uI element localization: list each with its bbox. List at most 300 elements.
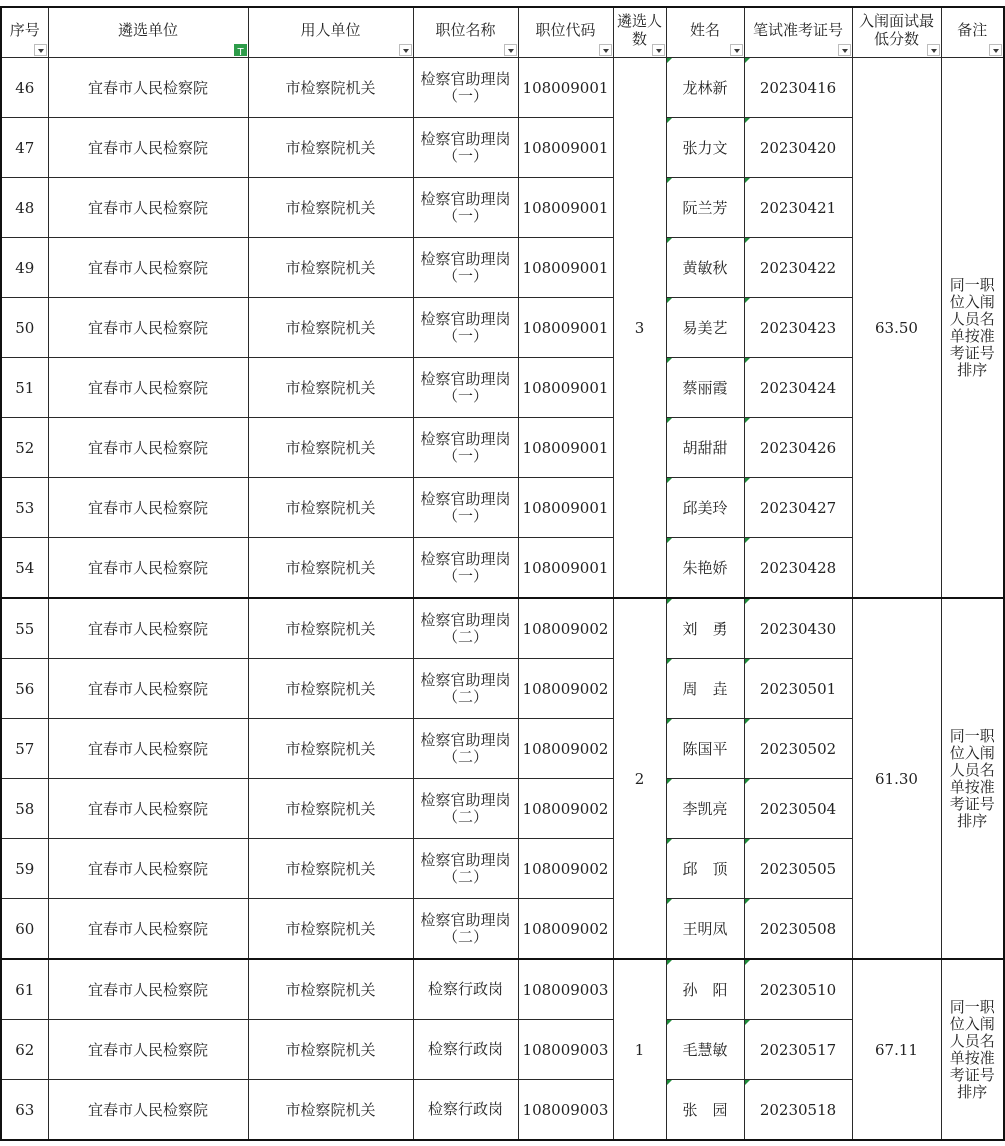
cell-unit-text: 宜春市人民检察院 xyxy=(87,1041,208,1059)
cell-note-text: 同一职位入闱人员名单按准考证号排序 xyxy=(949,275,995,379)
cell-seq-text: 62 xyxy=(15,1040,35,1059)
cell-employer-text: 市检察院机关 xyxy=(285,499,376,517)
cell-code-text: 108009002 xyxy=(522,859,609,878)
cell-name-text: 黄敏秋 xyxy=(682,259,728,277)
filter-dropdown-icon[interactable] xyxy=(989,44,1002,56)
cell-seq xyxy=(1,178,48,238)
cell-seq-text: 47 xyxy=(15,138,35,157)
filter-active-icon[interactable] xyxy=(234,44,247,56)
cell-seq xyxy=(1,899,48,960)
cell-name xyxy=(666,659,744,719)
cell-exam-no xyxy=(744,418,852,478)
cell-unit xyxy=(48,659,248,719)
cell-comment-marker-icon xyxy=(667,178,672,183)
cell-position xyxy=(413,298,518,358)
cell-exam-no xyxy=(744,358,852,418)
cell-min-score-text: 63.50 xyxy=(875,318,918,337)
cell-code-text: 108009001 xyxy=(522,258,609,277)
cell-seq-text: 56 xyxy=(15,679,35,698)
cell-exam-no-text: 20230422 xyxy=(759,258,837,277)
cell-code xyxy=(518,298,613,358)
cell-unit xyxy=(48,118,248,178)
cell-unit-text: 宜春市人民检察院 xyxy=(87,1101,208,1119)
cell-employer-text: 市检察院机关 xyxy=(285,319,376,337)
cell-unit-text: 宜春市人民检察院 xyxy=(87,680,208,698)
column-header-name xyxy=(666,7,744,58)
cell-employer-text: 市检察院机关 xyxy=(285,920,376,938)
cell-name xyxy=(666,118,744,178)
cell-exam-no-text: 20230517 xyxy=(759,1040,837,1059)
cell-name xyxy=(666,1080,744,1141)
cell-exam-no-text: 20230504 xyxy=(759,799,837,818)
cell-unit-text: 宜春市人民检察院 xyxy=(87,199,208,217)
cell-unit-text: 宜春市人民检察院 xyxy=(87,259,208,277)
column-header-code xyxy=(518,7,613,58)
cell-seq-text: 60 xyxy=(15,919,35,938)
cell-name-text: 张力文 xyxy=(682,139,728,157)
cell-name-text: 阮兰芳 xyxy=(682,199,728,217)
cell-comment-marker-icon xyxy=(667,478,672,483)
cell-position-text: 检察官助理岗（二） xyxy=(420,670,511,706)
cell-comment-marker-icon xyxy=(667,719,672,724)
cell-unit xyxy=(48,779,248,839)
cell-code-text: 108009002 xyxy=(522,919,609,938)
cell-employer xyxy=(248,779,413,839)
cell-comment-marker-icon xyxy=(667,960,672,965)
cell-exam-no xyxy=(744,238,852,298)
cell-code-text: 108009003 xyxy=(522,1100,609,1119)
cell-seq-text: 57 xyxy=(15,739,35,758)
cell-comment-marker-icon xyxy=(667,58,672,63)
cell-name xyxy=(666,298,744,358)
cell-exam-no-text: 20230502 xyxy=(759,739,837,758)
cell-name xyxy=(666,538,744,599)
cell-code-text: 108009001 xyxy=(522,198,609,217)
cell-exam-no-text: 20230424 xyxy=(759,378,837,397)
cell-employer-text: 市检察院机关 xyxy=(285,1041,376,1059)
cell-note-text: 同一职位入闱人员名单按准考证号排序 xyxy=(949,997,995,1101)
results-table xyxy=(0,6,1005,1141)
cell-code-text: 108009002 xyxy=(522,739,609,758)
cell-min-score-text: 67.11 xyxy=(875,1040,918,1059)
cell-exam-no xyxy=(744,839,852,899)
cell-unit-text: 宜春市人民检察院 xyxy=(87,499,208,517)
cell-position-text: 检察官助理岗（一） xyxy=(420,69,511,105)
cell-comment-marker-icon xyxy=(745,659,750,664)
cell-employer xyxy=(248,1020,413,1080)
cell-exam-no-text: 20230427 xyxy=(759,498,837,517)
cell-name xyxy=(666,178,744,238)
cell-position xyxy=(413,178,518,238)
cell-code xyxy=(518,58,613,118)
table-row xyxy=(1,959,1004,1020)
cell-name xyxy=(666,598,744,659)
cell-seq-text: 58 xyxy=(15,799,35,818)
cell-position-text: 检察官助理岗（一） xyxy=(420,309,511,345)
cell-unit-text: 宜春市人民检察院 xyxy=(87,860,208,878)
cell-comment-marker-icon xyxy=(745,839,750,844)
filter-dropdown-icon[interactable] xyxy=(399,44,412,56)
cell-exam-no xyxy=(744,598,852,659)
cell-code-text: 108009002 xyxy=(522,679,609,698)
cell-count xyxy=(613,959,666,1140)
cell-employer xyxy=(248,358,413,418)
cell-code xyxy=(518,839,613,899)
cell-comment-marker-icon xyxy=(745,779,750,784)
cell-exam-no-text: 20230420 xyxy=(759,138,837,157)
cell-position xyxy=(413,839,518,899)
cell-name-text: 邱美玲 xyxy=(682,499,728,517)
cell-name-text: 张 园 xyxy=(682,1101,728,1119)
column-header-label: 备注 xyxy=(957,20,988,39)
cell-employer-text: 市检察院机关 xyxy=(285,620,376,638)
cell-position xyxy=(413,779,518,839)
cell-exam-no-text: 20230428 xyxy=(759,558,837,577)
cell-seq-text: 48 xyxy=(15,198,35,217)
column-header-employer xyxy=(248,7,413,58)
cell-comment-marker-icon xyxy=(667,599,672,604)
cell-name xyxy=(666,478,744,538)
cell-comment-marker-icon xyxy=(745,418,750,423)
filter-dropdown-icon[interactable] xyxy=(34,44,47,56)
cell-position-text: 检察官助理岗（二） xyxy=(420,610,511,646)
column-header-note xyxy=(941,7,1004,58)
cell-unit xyxy=(48,538,248,599)
cell-code-text: 108009003 xyxy=(522,980,609,999)
cell-min-score-text: 61.30 xyxy=(875,769,918,788)
cell-exam-no xyxy=(744,298,852,358)
table-row xyxy=(1,598,1004,659)
column-header-label: 用人单位 xyxy=(300,20,361,39)
cell-note-text: 同一职位入闱人员名单按准考证号排序 xyxy=(949,726,995,830)
cell-unit-text: 宜春市人民检察院 xyxy=(87,559,208,577)
cell-name xyxy=(666,779,744,839)
cell-unit xyxy=(48,899,248,960)
filter-dropdown-icon[interactable] xyxy=(599,44,612,56)
cell-comment-marker-icon xyxy=(667,659,672,664)
cell-comment-marker-icon xyxy=(667,418,672,423)
cell-position xyxy=(413,959,518,1020)
cell-unit-text: 宜春市人民检察院 xyxy=(87,920,208,938)
cell-seq xyxy=(1,358,48,418)
cell-code-text: 108009001 xyxy=(522,78,609,97)
cell-employer xyxy=(248,899,413,960)
column-header-label: 入闱面试最低分数 xyxy=(858,11,934,48)
cell-name-text: 李凯亮 xyxy=(682,800,728,818)
cell-comment-marker-icon xyxy=(745,358,750,363)
cell-code xyxy=(518,959,613,1020)
cell-exam-no-text: 20230426 xyxy=(759,438,837,457)
cell-employer xyxy=(248,598,413,659)
cell-employer xyxy=(248,659,413,719)
cell-seq xyxy=(1,118,48,178)
cell-note xyxy=(941,598,1004,959)
cell-unit-text: 宜春市人民检察院 xyxy=(87,800,208,818)
cell-code xyxy=(518,779,613,839)
cell-seq-text: 63 xyxy=(15,1100,35,1119)
cell-code-text: 108009001 xyxy=(522,378,609,397)
cell-exam-no-text: 20230430 xyxy=(759,619,837,638)
cell-seq xyxy=(1,779,48,839)
cell-employer xyxy=(248,58,413,118)
filter-dropdown-icon[interactable] xyxy=(838,44,851,56)
cell-unit xyxy=(48,418,248,478)
cell-code xyxy=(518,478,613,538)
cell-exam-no xyxy=(744,1080,852,1141)
cell-comment-marker-icon xyxy=(745,1020,750,1025)
cell-employer-text: 市检察院机关 xyxy=(285,981,376,999)
cell-name-text: 周 垚 xyxy=(682,680,728,698)
cell-seq-text: 49 xyxy=(15,258,35,277)
cell-employer-text: 市检察院机关 xyxy=(285,559,376,577)
column-header-label: 遴选单位 xyxy=(117,20,178,39)
cell-seq xyxy=(1,839,48,899)
cell-comment-marker-icon xyxy=(667,1080,672,1085)
column-header-min_score xyxy=(852,7,941,58)
cell-comment-marker-icon xyxy=(745,238,750,243)
cell-comment-marker-icon xyxy=(745,118,750,123)
cell-unit xyxy=(48,719,248,779)
cell-comment-marker-icon xyxy=(745,960,750,965)
cell-code-text: 108009002 xyxy=(522,619,609,638)
cell-unit-text: 宜春市人民检察院 xyxy=(87,379,208,397)
cell-seq xyxy=(1,58,48,118)
cell-employer xyxy=(248,238,413,298)
cell-comment-marker-icon xyxy=(745,538,750,543)
cell-seq-text: 51 xyxy=(15,378,35,397)
cell-employer-text: 市检察院机关 xyxy=(285,139,376,157)
cell-exam-no-text: 20230510 xyxy=(759,980,837,999)
filter-dropdown-icon[interactable] xyxy=(504,44,517,56)
cell-exam-no xyxy=(744,58,852,118)
cell-position-text: 检察官助理岗（一） xyxy=(420,549,511,585)
cell-unit xyxy=(48,238,248,298)
header-row xyxy=(1,7,1004,58)
cell-comment-marker-icon xyxy=(745,719,750,724)
cell-unit-text: 宜春市人民检察院 xyxy=(87,79,208,97)
cell-position xyxy=(413,58,518,118)
cell-seq xyxy=(1,238,48,298)
column-header-seq xyxy=(1,7,48,58)
cell-position xyxy=(413,1080,518,1141)
cell-employer xyxy=(248,719,413,779)
cell-position xyxy=(413,1020,518,1080)
column-header-position xyxy=(413,7,518,58)
cell-unit-text: 宜春市人民检察院 xyxy=(87,439,208,457)
cell-note xyxy=(941,58,1004,599)
column-header-label: 姓名 xyxy=(689,20,720,39)
column-header-label: 笔试准考证号 xyxy=(752,20,843,39)
cell-min-score xyxy=(852,58,941,599)
cell-seq-text: 61 xyxy=(15,980,35,999)
column-header-label: 职位名称 xyxy=(435,20,496,39)
cell-name-text: 陈国平 xyxy=(682,740,728,758)
cell-position xyxy=(413,478,518,538)
cell-employer-text: 市检察院机关 xyxy=(285,1101,376,1119)
cell-position-text: 检察行政岗 xyxy=(427,1100,503,1118)
cell-unit xyxy=(48,298,248,358)
cell-employer-text: 市检察院机关 xyxy=(285,860,376,878)
cell-position xyxy=(413,538,518,599)
column-header-count xyxy=(613,7,666,58)
filter-dropdown-icon[interactable] xyxy=(730,44,743,56)
filter-dropdown-icon[interactable] xyxy=(652,44,665,56)
cell-employer xyxy=(248,298,413,358)
cell-count-text: 2 xyxy=(634,769,645,788)
table-row xyxy=(1,58,1004,118)
cell-exam-no xyxy=(744,899,852,960)
cell-unit xyxy=(48,839,248,899)
cell-exam-no xyxy=(744,478,852,538)
cell-comment-marker-icon xyxy=(667,118,672,123)
cell-code-text: 108009001 xyxy=(522,438,609,457)
cell-position-text: 检察官助理岗（一） xyxy=(420,369,511,405)
cell-count-text: 3 xyxy=(634,318,645,337)
cell-exam-no xyxy=(744,959,852,1020)
cell-position-text: 检察官助理岗（一） xyxy=(420,189,511,225)
cell-comment-marker-icon xyxy=(667,298,672,303)
cell-employer-text: 市检察院机关 xyxy=(285,680,376,698)
cell-exam-no-text: 20230416 xyxy=(759,78,837,97)
column-header-label: 序号 xyxy=(9,20,40,39)
cell-employer-text: 市检察院机关 xyxy=(285,199,376,217)
table-header xyxy=(1,7,1004,58)
cell-position xyxy=(413,899,518,960)
cell-name-text: 王明凤 xyxy=(682,920,728,938)
cell-code xyxy=(518,719,613,779)
cell-employer-text: 市检察院机关 xyxy=(285,259,376,277)
cell-employer xyxy=(248,959,413,1020)
cell-comment-marker-icon xyxy=(745,899,750,904)
cell-exam-no-text: 20230505 xyxy=(759,859,837,878)
cell-code xyxy=(518,1080,613,1141)
cell-unit-text: 宜春市人民检察院 xyxy=(87,139,208,157)
cell-comment-marker-icon xyxy=(745,599,750,604)
cell-comment-marker-icon xyxy=(745,478,750,483)
cell-exam-no xyxy=(744,178,852,238)
cell-comment-marker-icon xyxy=(667,238,672,243)
cell-exam-no-text: 20230501 xyxy=(759,679,837,698)
cell-name-text: 易美艺 xyxy=(682,319,728,337)
cell-name xyxy=(666,58,744,118)
cell-code xyxy=(518,358,613,418)
cell-position-text: 检察官助理岗（二） xyxy=(420,790,511,826)
cell-seq-text: 53 xyxy=(15,498,35,517)
cell-seq xyxy=(1,719,48,779)
cell-position-text: 检察官助理岗（二） xyxy=(420,730,511,766)
cell-comment-marker-icon xyxy=(745,1080,750,1085)
cell-min-score xyxy=(852,598,941,959)
cell-comment-marker-icon xyxy=(667,358,672,363)
cell-unit xyxy=(48,478,248,538)
cell-employer xyxy=(248,178,413,238)
cell-exam-no xyxy=(744,779,852,839)
cell-code xyxy=(518,118,613,178)
cell-comment-marker-icon xyxy=(667,538,672,543)
cell-unit xyxy=(48,959,248,1020)
cell-note xyxy=(941,959,1004,1140)
cell-employer xyxy=(248,1080,413,1141)
cell-seq-text: 52 xyxy=(15,438,35,457)
cell-unit xyxy=(48,1020,248,1080)
cell-employer xyxy=(248,418,413,478)
cell-position-text: 检察官助理岗（二） xyxy=(420,850,511,886)
cell-unit xyxy=(48,1080,248,1141)
cell-name xyxy=(666,238,744,298)
column-header-unit xyxy=(48,7,248,58)
cell-seq xyxy=(1,959,48,1020)
cell-position xyxy=(413,418,518,478)
cell-seq xyxy=(1,478,48,538)
cell-unit xyxy=(48,358,248,418)
cell-code-text: 108009001 xyxy=(522,558,609,577)
cell-comment-marker-icon xyxy=(745,178,750,183)
cell-unit xyxy=(48,58,248,118)
cell-position-text: 检察官助理岗（二） xyxy=(420,910,511,946)
cell-name-text: 蔡丽霞 xyxy=(682,379,728,397)
cell-seq xyxy=(1,659,48,719)
cell-name xyxy=(666,899,744,960)
cell-name xyxy=(666,959,744,1020)
cell-exam-no-text: 20230518 xyxy=(759,1100,837,1119)
cell-name-text: 龙林新 xyxy=(682,79,728,97)
cell-count xyxy=(613,58,666,599)
cell-name xyxy=(666,1020,744,1080)
cell-position-text: 检察官助理岗（一） xyxy=(420,129,511,165)
cell-comment-marker-icon xyxy=(667,839,672,844)
cell-exam-no xyxy=(744,659,852,719)
cell-unit xyxy=(48,178,248,238)
cell-exam-no xyxy=(744,538,852,599)
cell-name-text: 胡甜甜 xyxy=(682,439,728,457)
cell-exam-no-text: 20230421 xyxy=(759,198,837,217)
column-header-label: 职位代码 xyxy=(535,20,596,39)
cell-seq xyxy=(1,538,48,599)
cell-position-text: 检察行政岗 xyxy=(427,1040,503,1058)
cell-employer xyxy=(248,839,413,899)
cell-exam-no xyxy=(744,719,852,779)
cell-name-text: 刘 勇 xyxy=(682,620,728,638)
cell-position-text: 检察官助理岗（一） xyxy=(420,249,511,285)
table-body xyxy=(1,58,1004,1141)
column-header-exam_no xyxy=(744,7,852,58)
cell-position-text: 检察官助理岗（一） xyxy=(420,429,511,465)
cell-name xyxy=(666,839,744,899)
cell-unit-text: 宜春市人民检察院 xyxy=(87,319,208,337)
cell-name xyxy=(666,418,744,478)
cell-name xyxy=(666,719,744,779)
cell-seq xyxy=(1,298,48,358)
cell-seq-text: 54 xyxy=(15,558,35,577)
filter-dropdown-icon[interactable] xyxy=(927,44,940,56)
cell-employer-text: 市检察院机关 xyxy=(285,800,376,818)
cell-code-text: 108009001 xyxy=(522,138,609,157)
cell-employer xyxy=(248,478,413,538)
cell-unit-text: 宜春市人民检察院 xyxy=(87,740,208,758)
cell-min-score xyxy=(852,959,941,1140)
cell-name-text: 毛慧敏 xyxy=(682,1041,728,1059)
cell-employer xyxy=(248,538,413,599)
cell-code-text: 108009001 xyxy=(522,318,609,337)
cell-count-text: 1 xyxy=(634,1040,645,1059)
cell-position-text: 检察官助理岗（一） xyxy=(420,489,511,525)
cell-code xyxy=(518,659,613,719)
cell-code xyxy=(518,538,613,599)
cell-code-text: 108009001 xyxy=(522,498,609,517)
cell-code xyxy=(518,418,613,478)
cell-exam-no-text: 20230508 xyxy=(759,919,837,938)
cell-seq xyxy=(1,598,48,659)
